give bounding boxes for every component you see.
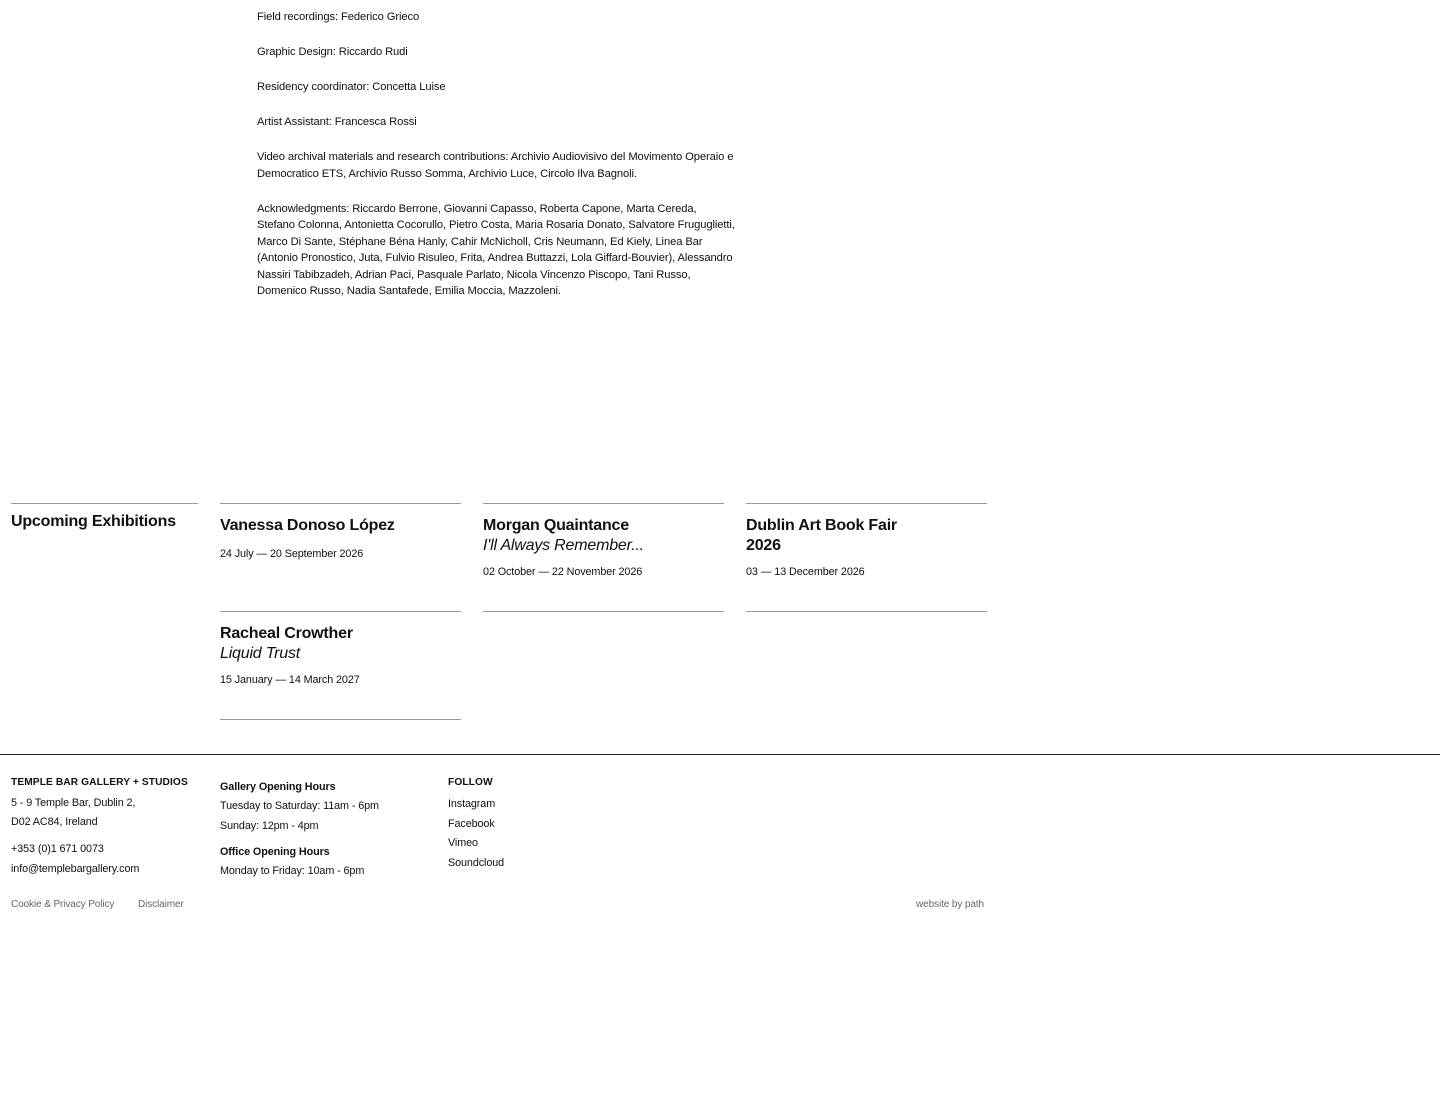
exhibition-title: Liquid Trust — [220, 645, 301, 662]
org-name: TEMPLE BAR GALLERY + STUDIOS — [11, 777, 188, 788]
website-credit-link[interactable]: website by path — [916, 899, 984, 910]
exhibition-card-vanessa-donoso-lopez[interactable] — [220, 503, 461, 560]
exhibition-artist: Racheal Crowther — [220, 625, 353, 642]
gallery-hours-title: Gallery Opening Hours — [220, 781, 336, 793]
credit-line: Graphic Design: Riccardo Rudi — [257, 45, 408, 58]
office-hours-line: Monday to Friday: 10am - 6pm — [220, 865, 365, 878]
footer-divider — [0, 754, 1440, 755]
credit-line: Residency coordinator: Concetta Luise — [257, 80, 446, 93]
exhibition-dates: 02 October — 22 November 2026 — [483, 566, 643, 578]
address-line: 5 - 9 Temple Bar, Dublin 2, — [11, 797, 136, 809]
credit-line: Acknowledgments: Riccardo Berrone, Giovanni Capasso, Roberta Capone, Marta Cereda, Stefano Colonna, Antonietta Cocorullo, Pietro Costa, Maria Rosaria Donato, Salvatore Fruguglietti, Marco Di Sante, Stéphane Béna Hanly, Cahir McNicholl, Cris Neumann, Ed Kiely, Linea Bar (Antonio Pronostico, Juta, Fulvio Risuleo, Frita, Andrea Buttazzi, Lola Giffard-Bouvier), Alessandro Nassiri Tabibzadeh, Adrian Paci, Pasquale Parlato, Nicola Vincenzo Piscopo, Tani Russo, Domenico Russo, Nadia Santafede, Emilia Moccia, Mazzoleni. — [257, 202, 735, 298]
exhibition-card-morgan-quaintance[interactable] — [483, 503, 724, 578]
credit-line: Artist Assistant: Francesca Rossi — [257, 115, 417, 128]
exhibition-dates: 03 — 13 December 2026 — [746, 566, 865, 578]
exhibition-artist: Vanessa Donoso López — [220, 517, 395, 534]
follow-title: FOLLOW — [448, 777, 493, 788]
exhibition-title: I'll Always Remember... — [483, 537, 644, 554]
exhibition-artist: Dublin Art Book Fair 2026 — [746, 517, 897, 554]
email-link[interactable]: info@templebargallery.com — [11, 862, 140, 875]
upcoming-exhibitions-header — [11, 503, 198, 531]
footer-opening-hours — [220, 778, 379, 882]
gallery-hours-line: Tuesday to Saturday: 11am - 6pm — [220, 800, 379, 812]
footer-contact — [11, 777, 188, 879]
credit-line: Field recordings: Federico Grieco — [257, 11, 420, 23]
office-hours-title: Office Opening Hours — [220, 846, 330, 859]
divider — [746, 611, 987, 612]
exhibition-artist: Morgan Quaintance — [483, 517, 629, 534]
soundcloud-link[interactable]: Soundcloud — [448, 856, 505, 869]
divider — [220, 719, 461, 720]
exhibition-card-dublin-art-book-fair[interactable] — [746, 503, 987, 578]
address-line: D02 AC84, Ireland — [11, 816, 98, 828]
facebook-link[interactable]: Facebook — [448, 817, 495, 830]
section-title: Upcoming Exhibitions — [11, 513, 176, 530]
cookie-privacy-link[interactable]: Cookie & Privacy Policy — [11, 899, 115, 910]
divider — [483, 611, 724, 612]
instagram-link[interactable]: Instagram — [448, 798, 496, 810]
exhibition-card-racheal-crowther[interactable] — [220, 611, 461, 686]
vimeo-link[interactable]: Vimeo — [448, 837, 478, 849]
exhibition-dates: 24 July — 20 September 2026 — [220, 548, 364, 560]
credit-line: Video archival materials and research contributions: Archivio Audiovisivo del Movimento Operaio e Democratico ETS, Archivio Russo Somma, Archivio Luce, Circolo Ilva Bagnoli. — [257, 150, 734, 180]
disclaimer-link[interactable]: Disclaimer — [138, 899, 184, 910]
footer-follow — [448, 777, 504, 873]
gallery-hours-line: Sunday: 12pm - 4pm — [220, 819, 319, 832]
phone-link[interactable]: +353 (0)1 671 0073 — [11, 843, 104, 855]
credits-section — [257, 9, 735, 318]
exhibition-dates: 15 January — 14 March 2027 — [220, 674, 360, 686]
